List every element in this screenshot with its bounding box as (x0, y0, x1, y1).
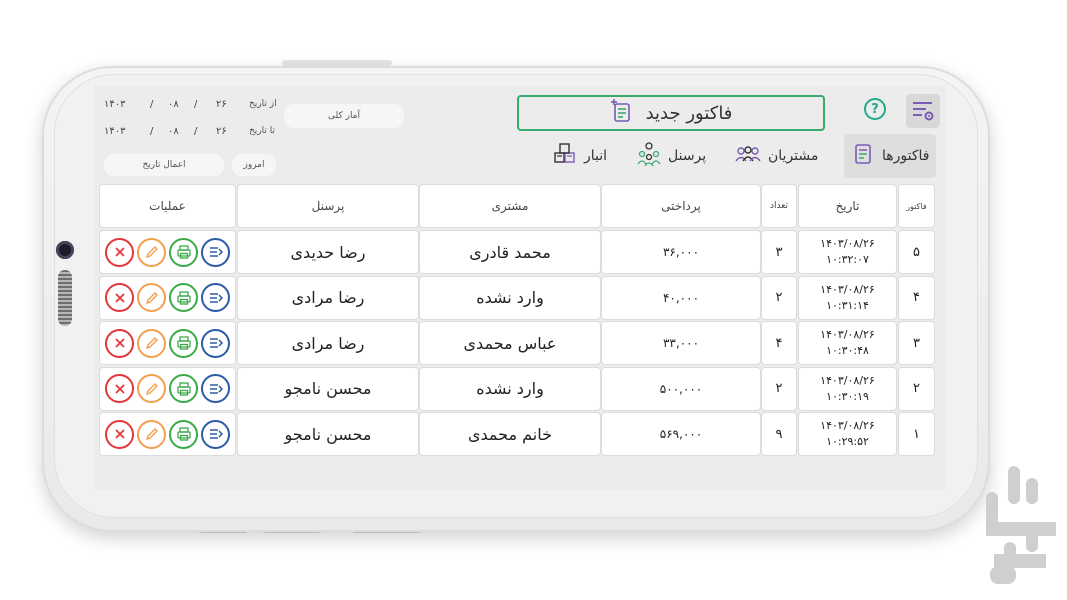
printer-icon (176, 244, 192, 260)
invoice-time: ۱۰:۳۰:۱۹ (826, 389, 869, 403)
today-button[interactable]: امروز (232, 154, 276, 176)
close-icon (113, 427, 127, 441)
operations-cell (100, 277, 235, 319)
column-header-operations: عملیات (100, 185, 235, 227)
to-month[interactable]: ۰۸ (168, 125, 179, 137)
print-button[interactable] (169, 238, 198, 267)
details-button[interactable] (201, 374, 230, 403)
operations-cell (100, 413, 235, 455)
tab-warehouse[interactable] (552, 134, 607, 178)
close-icon (113, 336, 127, 350)
invoice-number-cell: ۱ (899, 413, 934, 455)
staff-cell: رضا حدیدی (238, 231, 418, 273)
list-details-icon (208, 381, 224, 397)
pencil-icon (144, 426, 160, 442)
stats-button[interactable]: آمار کلی (284, 104, 404, 128)
operations-cell (100, 231, 235, 273)
customer-cell: وارد نشده (420, 277, 600, 319)
list-details-icon (208, 426, 224, 442)
table-row[interactable] (100, 277, 936, 319)
details-button[interactable] (201, 420, 230, 449)
edit-button[interactable] (137, 374, 166, 403)
pencil-icon (144, 244, 160, 260)
printer-icon (176, 426, 192, 442)
count-cell: ۹ (762, 413, 796, 455)
table-row[interactable] (100, 231, 936, 273)
date-cell (799, 413, 896, 455)
column-header-count: تعداد (762, 185, 796, 227)
tab-label: مشتریان (768, 148, 819, 164)
payment-cell: ۵۰۰,۰۰۰ (602, 368, 760, 410)
details-button[interactable] (201, 329, 230, 358)
list-details-icon (208, 244, 224, 260)
count-cell: ۲ (762, 277, 796, 319)
staff-cell: رضا مرادی (238, 322, 418, 364)
phone-camera (56, 241, 74, 259)
phone-speaker (58, 270, 72, 326)
customer-cell: وارد نشده (420, 368, 600, 410)
pencil-icon (144, 381, 160, 397)
column-header-invoice-no: فاکتور (899, 185, 934, 227)
to-year[interactable]: ۱۴۰۳ (104, 125, 126, 137)
printer-icon (176, 381, 192, 397)
from-date-label: از تاریخ (249, 99, 277, 109)
print-button[interactable] (169, 283, 198, 312)
new-invoice-label: فاکتور جدید (645, 102, 733, 124)
customer-cell: خانم محمدی (420, 413, 600, 455)
count-cell: ۳ (762, 231, 796, 273)
invoice-date: ۱۴۰۳/۰۸/۲۶ (820, 282, 875, 296)
invoice-time: ۱۰:۳۱:۱۴ (826, 298, 869, 312)
invoice-time: ۱۰:۲۹:۵۲ (826, 435, 869, 448)
new-invoice-icon (610, 98, 636, 129)
payment-cell: ۵۶۹,۰۰۰ (602, 413, 760, 455)
main-tabs (94, 134, 946, 178)
edit-button[interactable] (137, 283, 166, 312)
delete-button[interactable] (105, 329, 134, 358)
customer-cell: محمد قادری (420, 231, 600, 273)
date-separator: / (150, 125, 154, 137)
help-icon: ? (871, 101, 879, 117)
edit-button[interactable] (137, 329, 166, 358)
apply-date-button[interactable]: اعمال تاریخ (104, 154, 224, 176)
new-invoice-button[interactable] (517, 95, 825, 131)
delete-button[interactable] (105, 238, 134, 267)
printer-icon (176, 335, 192, 351)
to-day[interactable]: ۲۶ (216, 125, 227, 137)
printer-icon (176, 290, 192, 306)
staff-cell: محسن نامجو (238, 413, 418, 455)
invoice-number-cell: ۲ (899, 368, 934, 410)
date-cell (799, 277, 896, 319)
tab-label: فاکتورها (882, 148, 930, 164)
to-date-label: تا تاریخ (249, 126, 276, 136)
close-icon (113, 245, 127, 259)
pencil-icon (144, 335, 160, 351)
invoice-date: ۱۴۰۳/۰۸/۲۶ (820, 419, 875, 432)
help-button[interactable] (864, 98, 886, 120)
invoice-number-cell: ۴ (899, 277, 934, 319)
invoice-icon (852, 142, 876, 170)
invoice-date: ۱۴۰۳/۰۸/۲۶ (820, 373, 875, 387)
table-row[interactable] (100, 322, 936, 364)
close-icon (113, 382, 127, 396)
date-cell (799, 231, 896, 273)
invoice-number-cell: ۳ (899, 322, 934, 364)
from-month[interactable]: ۰۸ (168, 98, 179, 110)
delete-button[interactable] (105, 420, 134, 449)
from-year[interactable]: ۱۴۰۳ (104, 98, 126, 110)
bazaar-logo (978, 462, 1058, 594)
from-date-row (104, 96, 277, 112)
table-header-row (100, 185, 936, 227)
invoice-time: ۱۰:۳۲:۰۷ (826, 253, 869, 266)
invoice-time: ۱۰:۳۰:۴۸ (826, 344, 869, 357)
print-button[interactable] (169, 329, 198, 358)
delete-button[interactable] (105, 374, 134, 403)
invoice-date: ۱۴۰۳/۰۸/۲۶ (820, 237, 875, 250)
count-cell: ۴ (762, 322, 796, 364)
payment-cell: ۳۶,۰۰۰ (602, 231, 760, 273)
tab-customers[interactable] (734, 134, 818, 178)
pencil-icon (144, 290, 160, 306)
staff-cell: محسن نامجو (238, 368, 418, 410)
staff-icon (636, 141, 662, 171)
settings-menu-icon (910, 98, 936, 124)
operations-cell (100, 322, 235, 364)
customer-cell: عباس محمدی (420, 322, 600, 364)
column-header-date: تاریخ (799, 185, 896, 227)
date-separator: / (194, 98, 198, 110)
table-row[interactable] (100, 413, 936, 455)
table-row[interactable] (100, 368, 936, 410)
list-details-icon (208, 290, 224, 306)
payment-cell: ۳۳,۰۰۰ (602, 322, 760, 364)
date-cell (799, 322, 896, 364)
print-button[interactable] (169, 420, 198, 449)
print-button[interactable] (169, 374, 198, 403)
edit-button[interactable] (137, 420, 166, 449)
tab-staff[interactable] (636, 134, 706, 178)
details-button[interactable] (201, 283, 230, 312)
column-header-customer: مشتری (420, 185, 600, 227)
column-header-staff: پرسنل (238, 185, 418, 227)
from-day[interactable]: ۲۶ (216, 98, 227, 110)
column-header-payment: پرداختی (602, 185, 760, 227)
details-button[interactable] (201, 238, 230, 267)
staff-cell: رضا مرادی (238, 277, 418, 319)
date-cell (799, 368, 896, 410)
date-separator: / (194, 125, 198, 137)
tab-label: پرسنل (668, 148, 707, 164)
payment-cell: ۴۰,۰۰۰ (602, 277, 760, 319)
tab-label: انبار (584, 148, 608, 164)
invoice-number-cell: ۵ (899, 231, 934, 273)
delete-button[interactable] (105, 283, 134, 312)
operations-cell (100, 368, 235, 410)
date-separator: / (150, 98, 154, 110)
customers-icon (734, 145, 762, 167)
invoice-date: ۱۴۰۳/۰۸/۲۶ (820, 328, 875, 341)
list-details-icon (208, 335, 224, 351)
warehouse-icon (552, 141, 578, 171)
settings-menu-button[interactable] (906, 94, 940, 128)
app-screen (94, 86, 946, 490)
tab-invoices[interactable] (844, 134, 936, 178)
count-cell: ۲ (762, 368, 796, 410)
edit-button[interactable] (137, 238, 166, 267)
close-icon (113, 291, 127, 305)
